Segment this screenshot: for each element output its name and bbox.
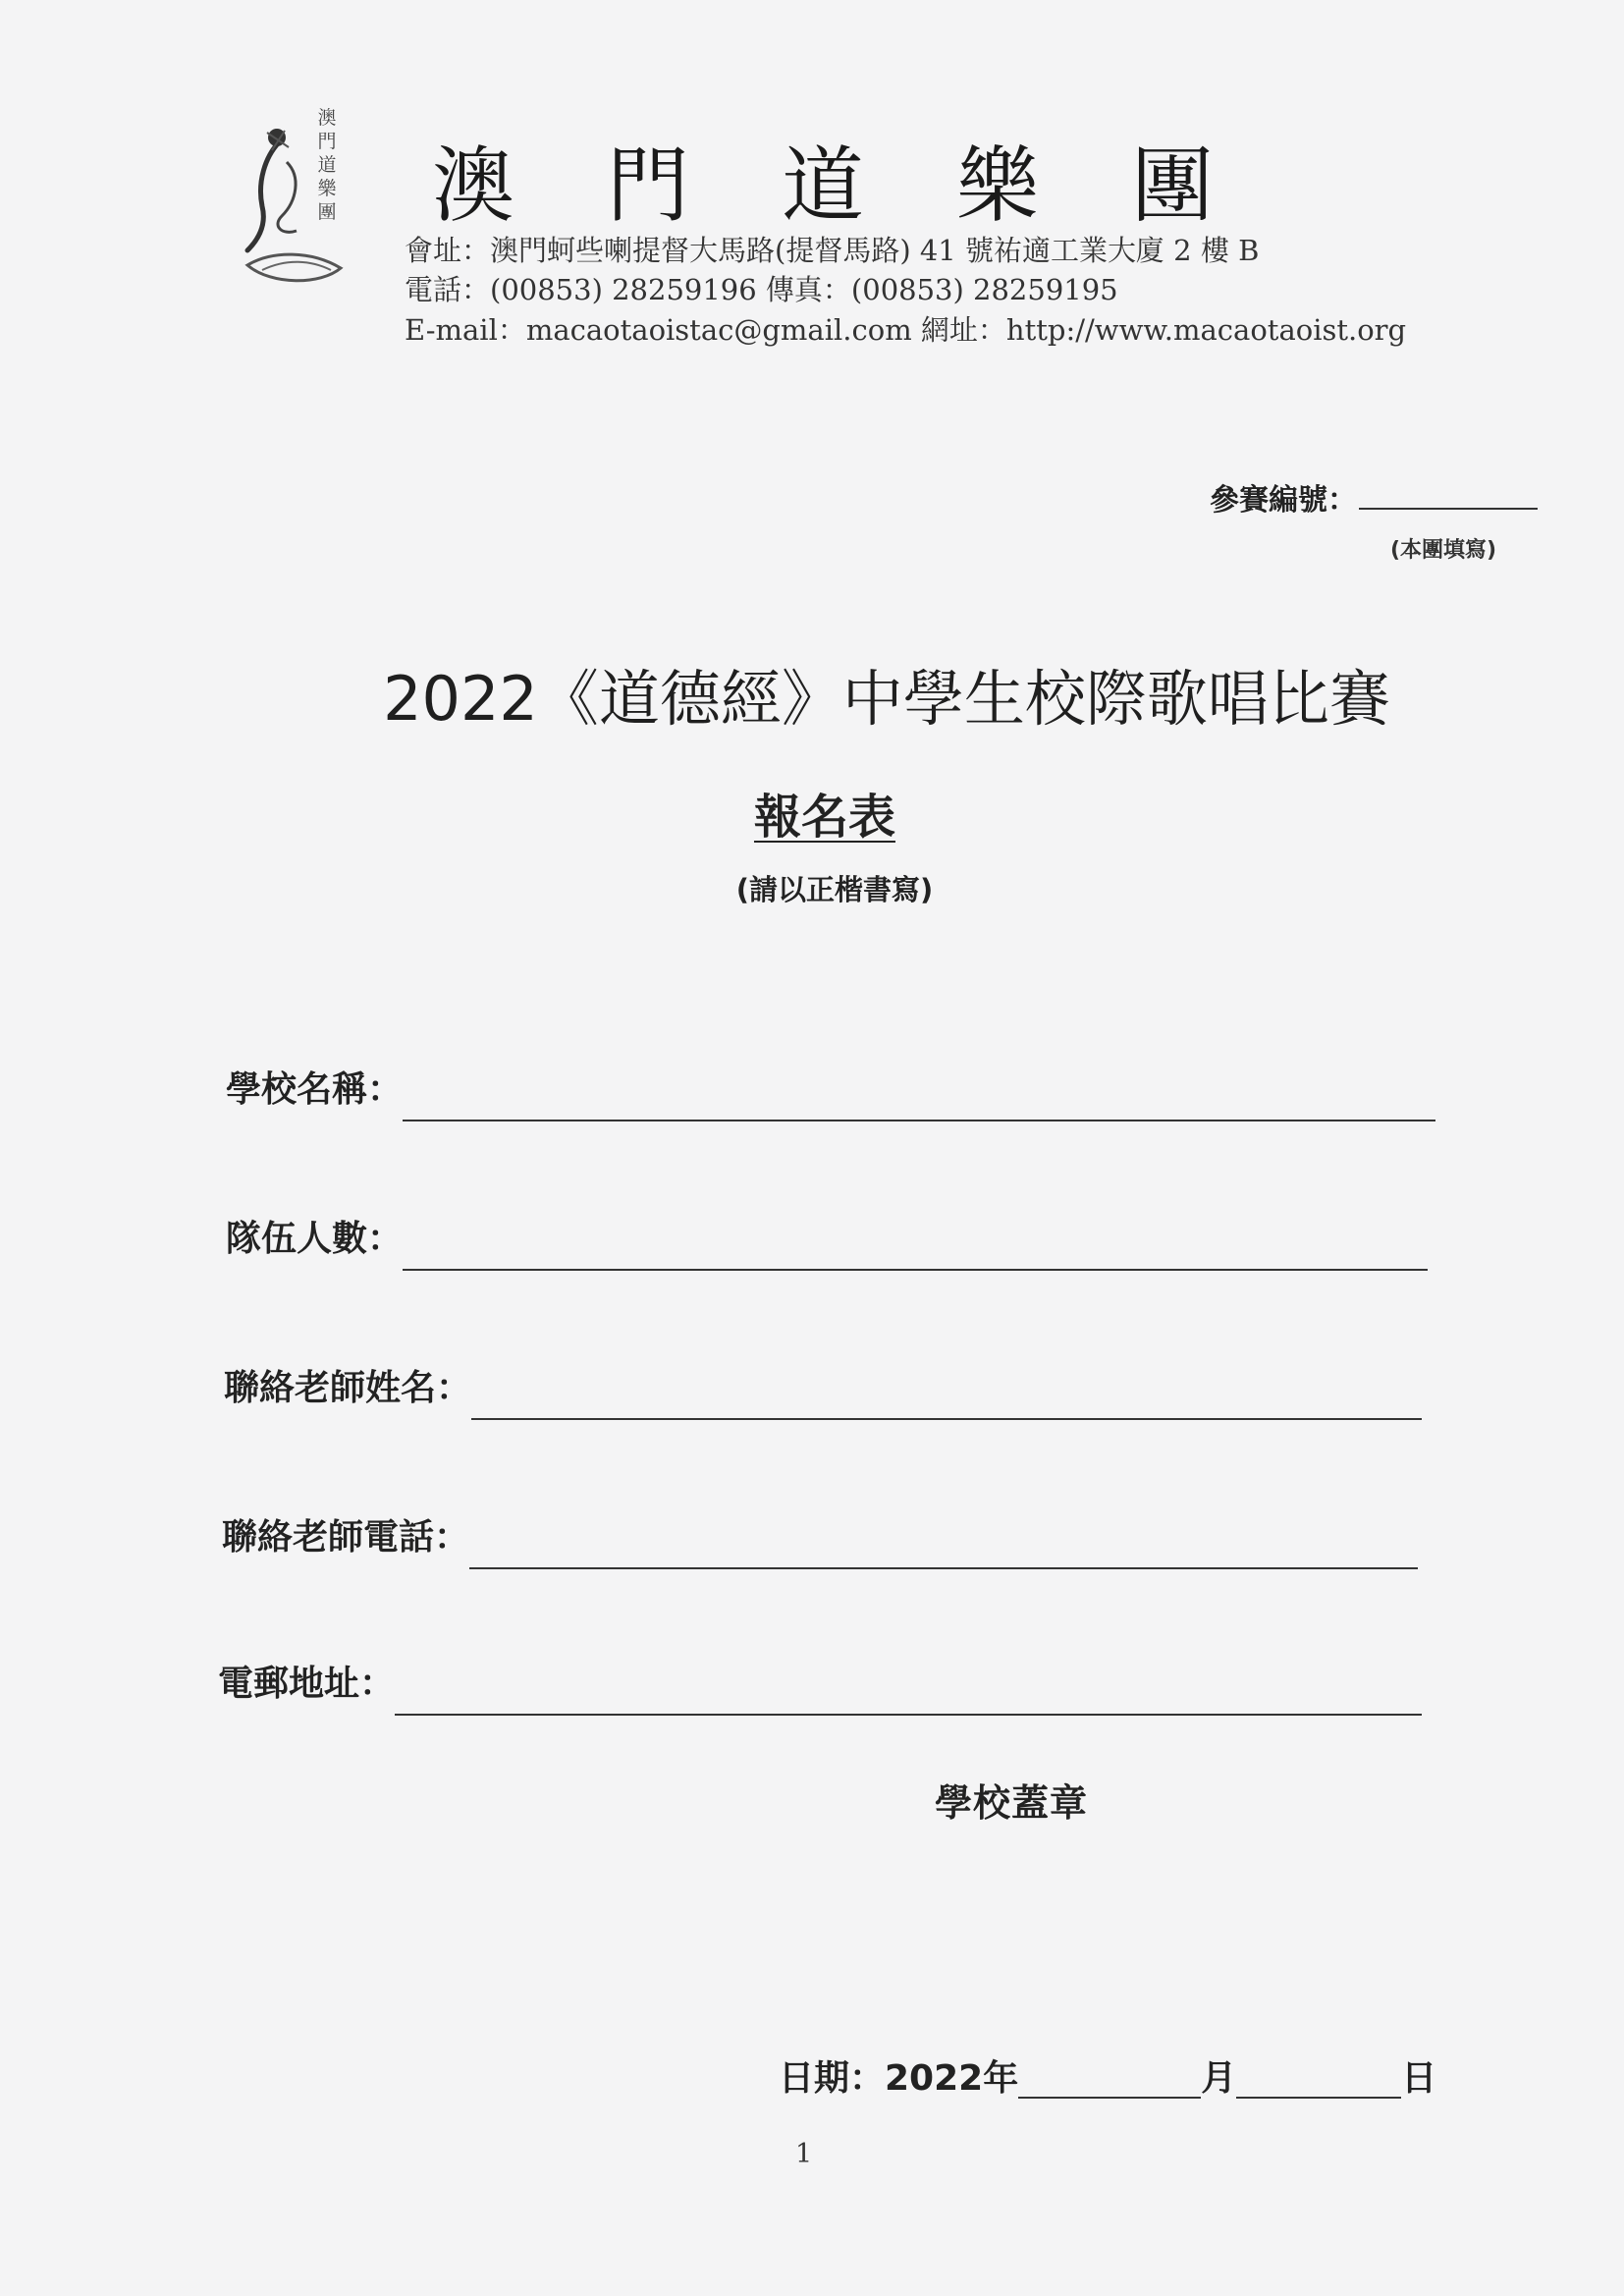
date-day-label: 日	[1401, 2058, 1437, 2099]
date-month-label: 月	[1201, 2058, 1237, 2099]
org-name-char: 門	[607, 137, 690, 234]
field-label: 學校名稱：	[226, 1069, 404, 1110]
date-row	[779, 2050, 1436, 2101]
field-label: 隊伍人數：	[226, 1219, 404, 1259]
entry-number	[1210, 475, 1538, 519]
date-prefix: 日期：2022年	[779, 2058, 1019, 2099]
email-blank[interactable]	[395, 1714, 1422, 1716]
field-team-size	[226, 1219, 1428, 1259]
org-name-char: 道	[782, 137, 865, 234]
org-name-char: 團	[1131, 137, 1215, 234]
field-label: 聯絡老師姓名：	[224, 1368, 472, 1408]
org-address: 會址：澳門蚵些喇提督大馬路(提督馬路) 41 號祐適工業大廈 2 樓 B	[405, 234, 1260, 267]
organization-name	[432, 120, 1306, 239]
form-title-text: 報名表	[753, 790, 895, 845]
form-instruction: (請以正楷書寫)	[735, 873, 934, 906]
entry-number-blank[interactable]	[1359, 486, 1538, 510]
competition-title: 2022《道德經》中學生校際歌唱比賽	[383, 663, 1390, 735]
org-phone-fax: 電話：(00853) 28259196 傳真：(00853) 28259195	[405, 273, 1118, 306]
month-blank[interactable]	[1018, 2097, 1201, 2099]
field-label: 聯絡老師電話：	[222, 1517, 470, 1558]
org-name-char: 澳	[432, 137, 515, 234]
school-name-blank[interactable]	[403, 1120, 1435, 1121]
org-name-char: 樂	[956, 137, 1040, 234]
field-school-name	[226, 1069, 1435, 1110]
page-number: 1	[795, 2139, 813, 2169]
team-size-blank[interactable]	[403, 1269, 1428, 1271]
day-blank[interactable]	[1236, 2097, 1401, 2099]
logo-vertical-text: 澳門道樂團	[317, 107, 337, 223]
teacher-name-blank[interactable]	[471, 1418, 1422, 1420]
field-email	[218, 1664, 1422, 1704]
form-title	[0, 779, 1624, 847]
field-label: 電郵地址：	[218, 1664, 396, 1704]
org-email-web: E-mail：macaotaoistac@gmail.com 網址：http://www.macaotaoist.org	[405, 313, 1407, 347]
entry-number-note: (本團填寫)	[1390, 538, 1497, 563]
entry-number-label: 參賽編號：	[1210, 483, 1357, 518]
school-seal-label: 學校蓋章	[935, 1781, 1089, 1825]
field-teacher-phone	[222, 1517, 1418, 1558]
field-teacher-name	[224, 1368, 1422, 1408]
teacher-phone-blank[interactable]	[469, 1567, 1418, 1569]
